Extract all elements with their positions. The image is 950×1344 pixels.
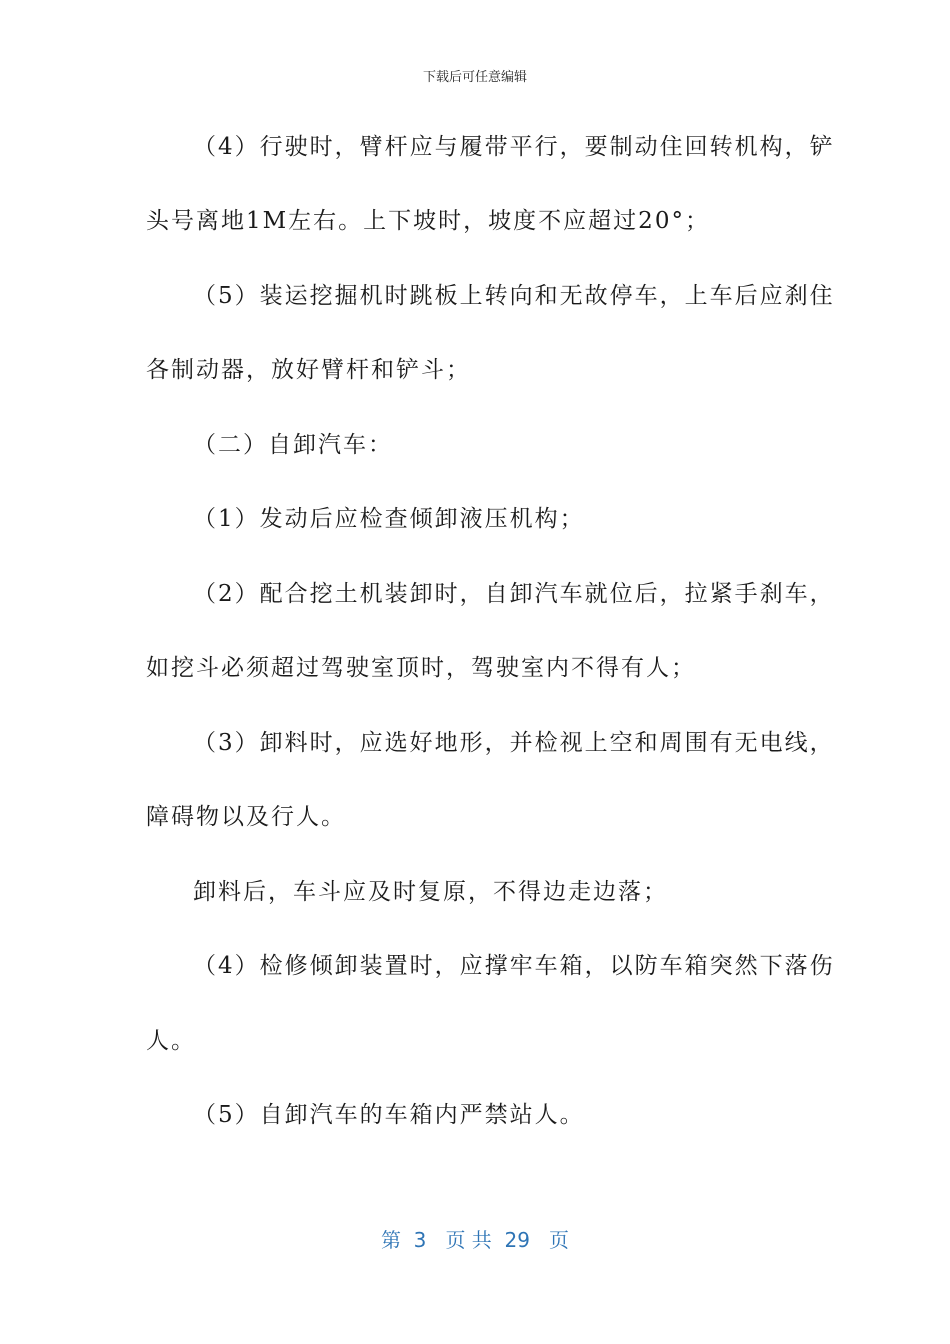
paragraph-line: （4）行驶时，臂杆应与履带平行，要制动住回转机构，铲 — [193, 134, 835, 160]
paragraph-line: 头号离地1M左右。上下坡时，坡度不应超过20°； — [146, 208, 710, 234]
paragraph-line: 各制动器，放好臂杆和铲斗； — [146, 357, 471, 383]
paragraph-line: 卸料后，车斗应及时复原，不得边走边落； — [193, 879, 668, 905]
paragraph-line: 障碍物以及行人。 — [146, 804, 346, 830]
paragraph-line: 人。 — [146, 1028, 196, 1054]
paragraph-line: 如挖斗必须超过驾驶室顶时，驾驶室内不得有人； — [146, 655, 696, 681]
paragraph-line: （2）配合挖土机装卸时，自卸汽车就位后，拉紧手刹车， — [193, 581, 835, 607]
header-note: 下载后可任意编辑 — [422, 70, 527, 85]
section-heading: （二）自卸汽车： — [193, 432, 393, 458]
paragraph-line: （3）卸料时，应选好地形，并检视上空和周围有无电线， — [193, 730, 835, 756]
paragraph-line: （4）检修倾卸装置时，应撑牢车箱，以防车箱突然下落伤 — [193, 953, 835, 979]
page-number: 第 3 页 共 29 页 — [380, 1228, 570, 1252]
paragraph-line: （5）装运挖掘机时跳板上转向和无故停车，上车后应刹住 — [193, 283, 835, 309]
paragraph-line: （1）发动后应检查倾卸液压机构； — [193, 506, 585, 532]
paragraph-line: （5）自卸汽车的车箱内严禁站人。 — [193, 1102, 585, 1128]
